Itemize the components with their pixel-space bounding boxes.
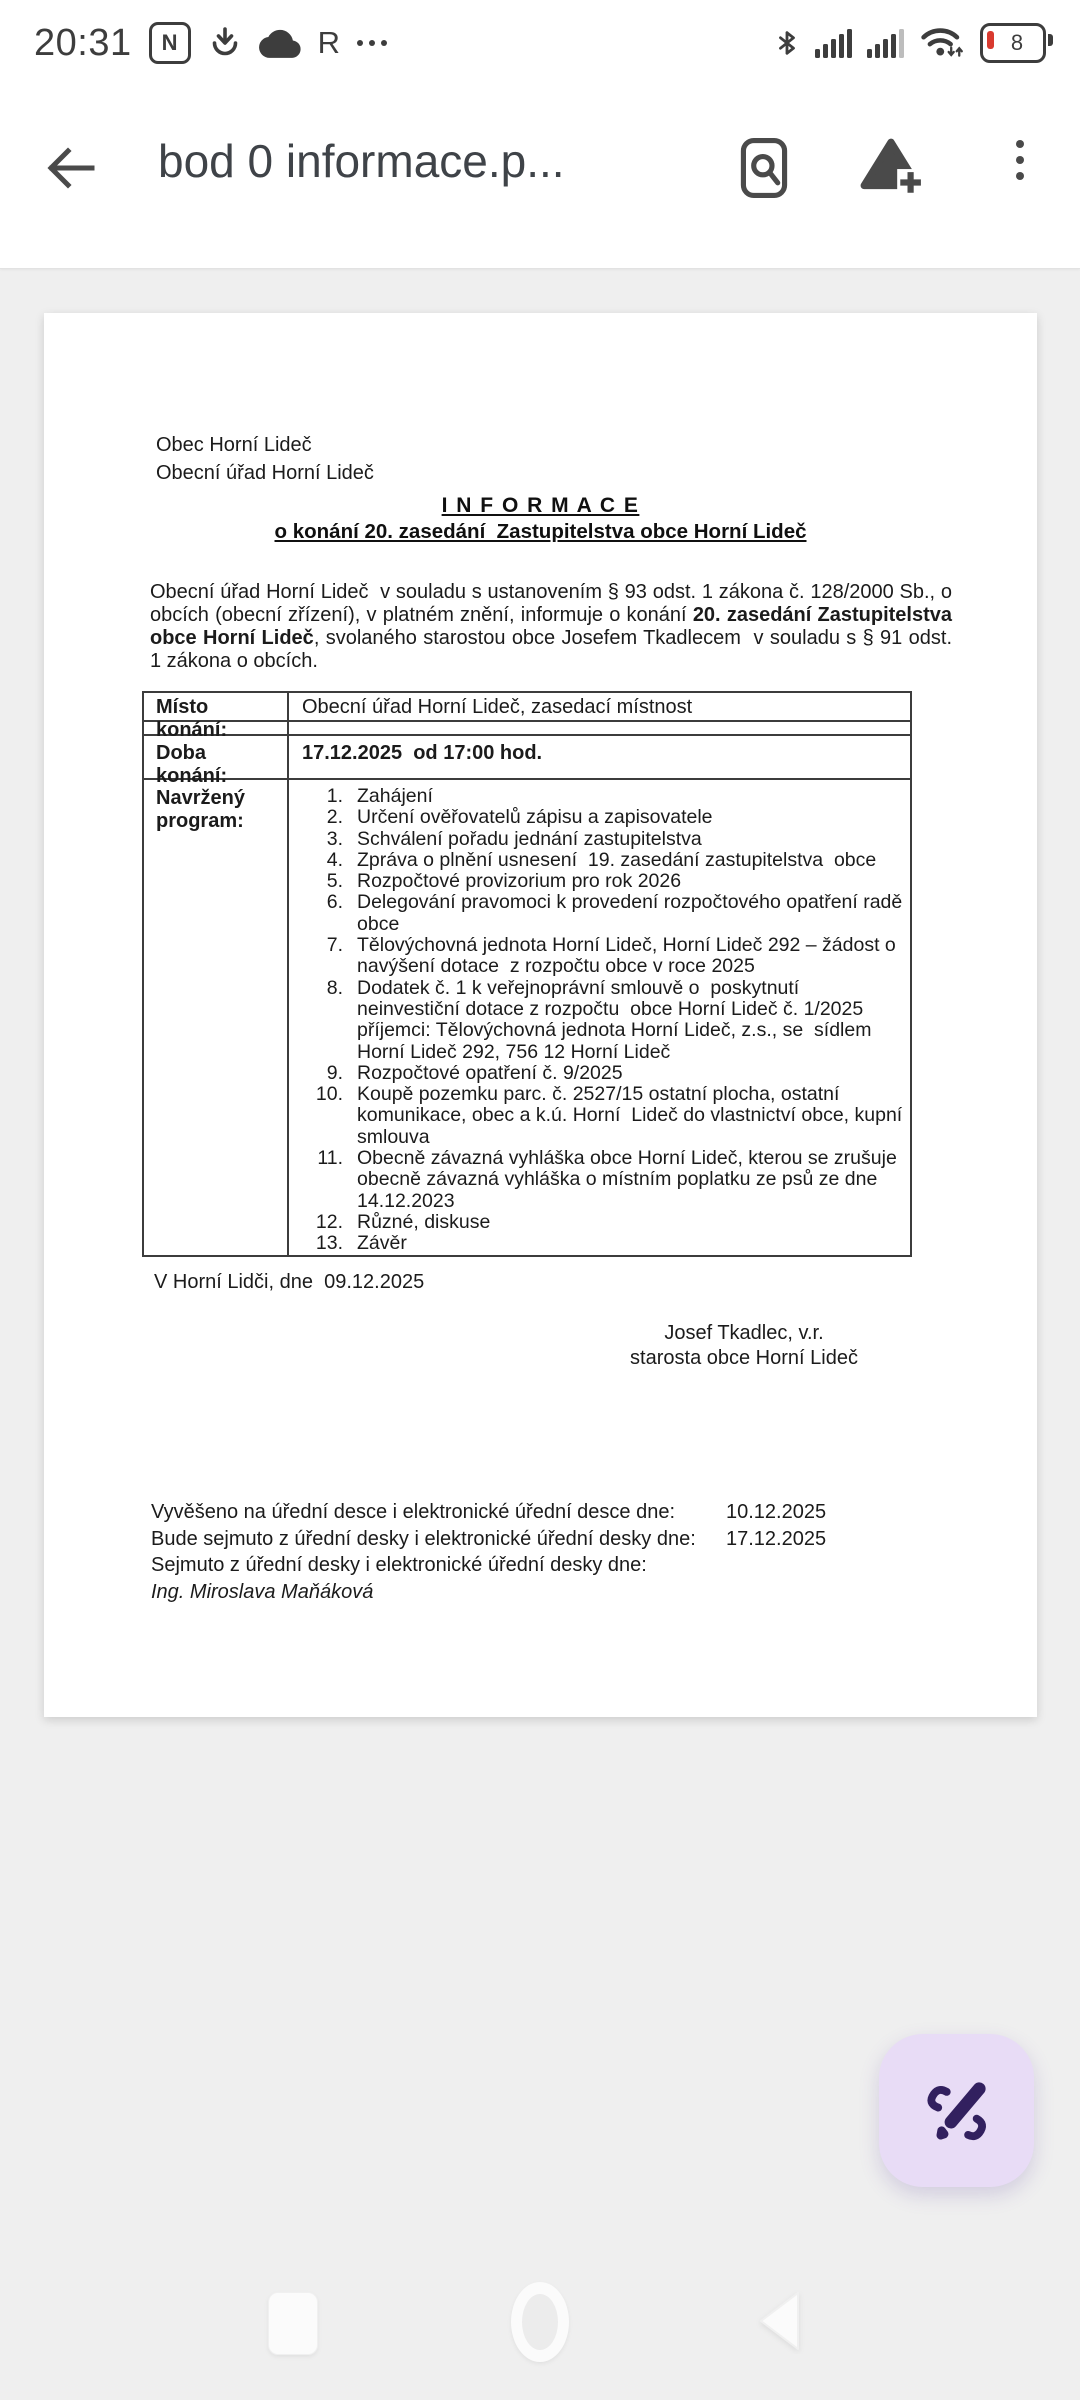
program-item: 8. Dodatek č. 1 k veřejnoprávní smlouvě o poskytnutí neinvestiční dotace z rozpočtu obce Horní Lideč č. 1/2025 příjemci: Tělovýchovná jednota Horní Lideč, z.s., se sídlem Horní Lideč 292, 756 12 Horní Lideč [326,976,877,1063]
notification-letter-r: R [317,25,340,60]
nfc-icon: N [149,22,191,64]
nav-recents-button[interactable] [268,2292,318,2355]
nav-home-button[interactable] [511,2282,569,2362]
overflow-menu-button[interactable] [1000,140,1040,180]
time-value: 17.12.2025 od 17:00 hod. [302,742,543,764]
status-bar [0,14,1080,72]
search-in-document-button[interactable] [735,136,793,205]
clerk-name: Ing. Miroslava Maňáková [151,1580,374,1603]
table-row-place [144,693,910,741]
wifi-icon [919,25,965,61]
arrow-back-icon [40,138,100,198]
battery-level-bar [987,31,994,49]
find-in-page-icon [735,136,793,200]
program-item: 5. Rozpočtové provizorium pro rok 2026 [326,870,682,893]
more-notifications-dots [357,40,387,46]
posting-dates-block [151,1499,961,1605]
signature-block [574,1321,914,1371]
program-item: 6. Delegování pravomoci k provedení rozpočtového opatření radě obce [326,891,908,935]
place-label: Místo konání: [144,693,289,720]
program-item: 7. Tělovýchovná jednota Horní Lideč, Horní Lideč 292 – žádost o navýšení dotace z rozpočtu obce v roce 2025 [326,934,902,978]
cloud-icon [259,28,301,58]
signature-role: starosta obce Horní Lideč [630,1347,858,1369]
add-to-drive-button[interactable] [858,136,924,203]
table-row-spacer [144,720,910,734]
bluetooth-icon [774,25,800,61]
sender-block [156,431,374,487]
meeting-table [142,691,912,1257]
program-item: 10. Koupě pozemku parc. č. 2527/15 ostatní plocha, ostatní komunikace, obec a k.ú. Horní Lideč do vlastnictví obce, kupní smlouva [315,1083,908,1148]
paragraph-bold: 20. zasedání Zastupitelstva obce Horní Lideč [150,604,958,649]
time-label: Doba konání: [144,736,289,778]
intro-paragraph: Obecní úřad Horní Lideč v souladu s ustanovením § 93 odst. 1 zákona č. 128/2000 Sb., o obcích (obecní zřízení), v platném znění, informuje o konání 20. zasedání Zastupitelstva obce Horní Lideč, svolaného starostou obce Josefem Tkadlecem v souladu s § 91 odst. 1 zákona o obcích. [150,581,958,672]
program-item: 1. Zahájení [326,785,433,807]
pdf-page[interactable] [44,313,1037,1717]
program-item: 11. Obecně závazná vyhláška obce Horní Lideč, kterou se zrušuje obecně závazná vyhláška o místním poplatku ze psů ze dne 14.12.2023 [317,1147,903,1212]
posting-date: 10.12.2025 [726,1501,827,1523]
nav-back-triangle-icon [752,2288,806,2354]
program-item: 12. Různé, diskuse [315,1210,491,1233]
table-row-time [144,734,910,787]
program-label: Navržený program: [144,780,289,1255]
signal-icon [815,29,852,58]
program-item: 3. Schválení pořadu jednání zastupitelstva [326,827,702,850]
back-button[interactable] [40,138,100,198]
drive-add-icon [858,136,924,198]
status-left-cluster [34,22,387,65]
annotate-fab[interactable] [879,2034,1034,2187]
document-title: bod 0 informace.p... [158,135,565,187]
program-item: 13. Závěr [315,1232,407,1255]
battery-percent: 8 [1010,30,1024,55]
sender-line1: Obec Horní Lideč [156,434,312,456]
scribble-pen-icon [916,2070,998,2152]
posting-date: 17.12.2025 [726,1527,827,1550]
nav-back-button[interactable] [752,2288,806,2354]
program-item: 4. Zpráva o plnění usnesení 19. zasedání zastupitelstva obce [326,848,877,871]
signature-name: Josef Tkadlec, v.r. [664,1322,824,1344]
battery-icon [980,23,1046,63]
overflow-dot [1016,140,1024,148]
notice-subtitle: o konání 20. zasedání Zastupitelstva obce Horní Lideč [274,520,807,543]
sender-line2: Obecní úřad Horní Lideč [156,462,374,484]
program-list [289,780,910,1255]
download-icon [208,24,242,62]
program-item: 9. Rozpočtové opatření č. 9/2025 [326,1061,623,1084]
program-item: 2. Určení ověřovatelů zápisu a zapisovatele [326,806,713,829]
table-row-program [144,778,910,1255]
status-right-cluster [774,23,1046,63]
posting-row: Bude sejmuto z úřední desky i elektronické úřední desky dne: 17.12.2025 [151,1526,961,1553]
posting-row: Vyvěšeno na úřední desce i elektronické úřední desce dne: 10.12.2025 [151,1499,961,1526]
app-header [0,0,1080,269]
posting-row: Sejmuto z úřední desky i elektronické úřední desky dne: [151,1554,647,1576]
clock: 20:31 [34,21,132,64]
notice-title: I N F O R M A C E [441,494,640,517]
home-oval-inner [522,2294,558,2350]
place-value: Obecní úřad Horní Lideč, zasedací místnost [302,696,693,718]
document-heading [44,494,1037,544]
signal2-icon [867,29,904,58]
place-and-date: V Horní Lidči, dne 09.12.2025 [154,1271,425,1293]
